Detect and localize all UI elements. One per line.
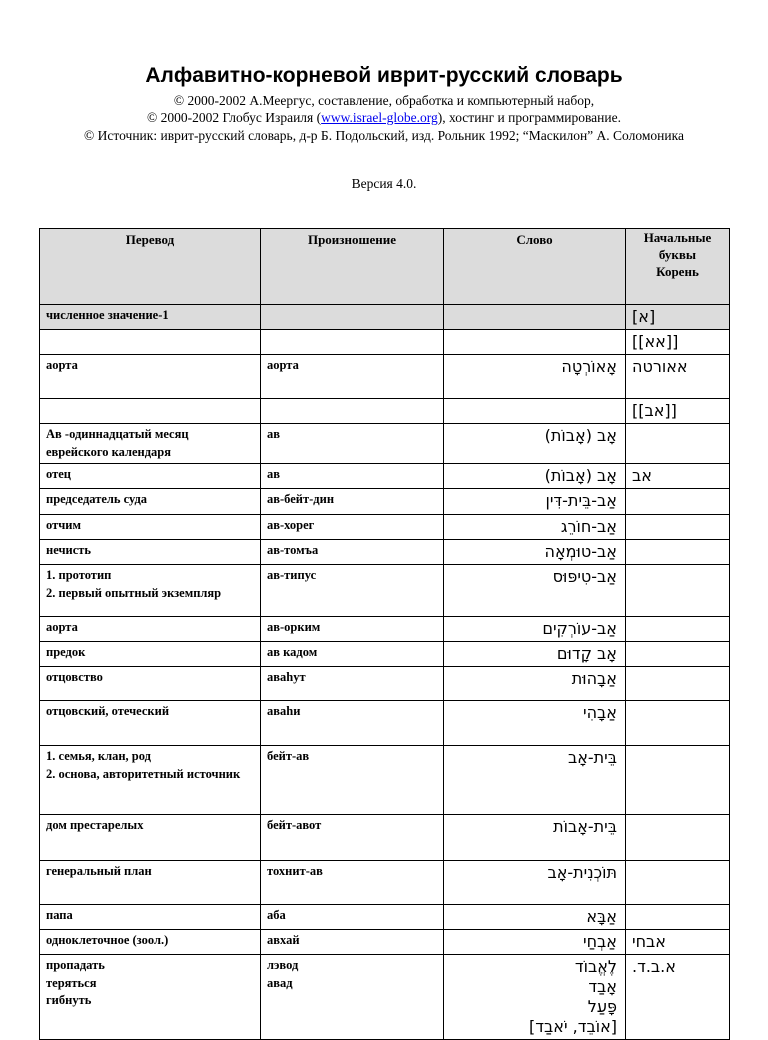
pronunciation-cell: ав-типус: [261, 565, 444, 617]
translation-cell: [40, 399, 261, 424]
root-cell: [[אב]]: [626, 399, 730, 424]
credits-line-2-prefix: © 2000-2002 Глобус Израиля (: [147, 110, 322, 125]
root-cell: [626, 540, 730, 565]
website-link[interactable]: www.israel-globe.org: [321, 110, 438, 125]
table-row: [40, 905, 730, 930]
pronunciation-cell: ав: [261, 464, 444, 489]
translation-cell: 1. семья, клан, род 2. основа, авторитетный источник: [40, 746, 261, 815]
table-row: [40, 667, 730, 701]
hebrew-word-cell: אַבְחַי: [444, 930, 626, 955]
translation-cell: нечисть: [40, 540, 261, 565]
translation-cell: отцовство: [40, 667, 261, 701]
pronunciation-cell: аваhи: [261, 701, 444, 746]
translation-cell: отцовский, отеческий: [40, 701, 261, 746]
translation-cell: отец: [40, 464, 261, 489]
table-row: [40, 955, 730, 1040]
root-cell: [626, 515, 730, 540]
credits-line-3: © Источник: иврит-русский словарь, д-р Б. Подольский, изд. Рольник 1992; “Маскилон” А. Соломоника: [84, 128, 684, 143]
translation-cell: аорта: [40, 617, 261, 642]
table-row: [40, 424, 730, 464]
table-header-row: [40, 229, 730, 305]
pronunciation-cell: ав: [261, 424, 444, 464]
hebrew-word-cell: תּוֹכְנִית-אָב: [444, 861, 626, 905]
pronunciation-cell: [261, 399, 444, 424]
pronunciation-cell: ав-орким: [261, 617, 444, 642]
hebrew-word-cell: אָב קָדוּם: [444, 642, 626, 667]
hebrew-word-cell: [444, 330, 626, 355]
hebrew-word-cell: אָב (אָבוֹת): [444, 424, 626, 464]
root-cell: א.ב.ד.: [626, 955, 730, 1040]
hebrew-word-cell: לֶאֱבוֹד אָבַד פָּעַל [אוֹבֵד, יֹאבַד]: [444, 955, 626, 1040]
translation-cell: [40, 330, 261, 355]
pronunciation-cell: лэвод авад: [261, 955, 444, 1040]
root-cell: [626, 746, 730, 815]
pronunciation-cell: аорта: [261, 355, 444, 399]
translation-cell: отчим: [40, 515, 261, 540]
version-label: Версия 4.0.: [351, 176, 417, 191]
root-cell: [626, 815, 730, 861]
table-row: [40, 330, 730, 355]
hebrew-word-cell: בֵּית-אָב: [444, 746, 626, 815]
header-pronunciation: Произношение: [261, 229, 444, 305]
pronunciation-cell: авхай: [261, 930, 444, 955]
root-cell: [626, 642, 730, 667]
root-cell: [626, 489, 730, 515]
root-cell: [626, 701, 730, 746]
table-row: [40, 464, 730, 489]
table-row: [40, 565, 730, 617]
credits-line-1: © 2000-2002 А.Меергус, составление, обработка и компьютерный набор,: [173, 93, 595, 108]
header-word: Слово: [444, 229, 626, 305]
hebrew-word-cell: [444, 305, 626, 330]
root-cell: אבחי: [626, 930, 730, 955]
hebrew-word-cell: אַב-עוֹרְקִים: [444, 617, 626, 642]
root-cell: אאורטה: [626, 355, 730, 399]
root-cell: [626, 617, 730, 642]
root-cell: [626, 905, 730, 930]
table-row: [40, 701, 730, 746]
table-row: [40, 930, 730, 955]
hebrew-word-cell: אָב (אָבוֹת): [444, 464, 626, 489]
table-row: [40, 540, 730, 565]
table-row: [40, 489, 730, 515]
table-row: [40, 815, 730, 861]
pronunciation-cell: [261, 330, 444, 355]
translation-cell: председатель суда: [40, 489, 261, 515]
credits-line-2: [0, 110, 768, 126]
root-cell: אב: [626, 464, 730, 489]
root-cell: [626, 861, 730, 905]
hebrew-word-cell: אַב-טִיפּוּס: [444, 565, 626, 617]
pronunciation-cell: [261, 305, 444, 330]
table-body: [40, 305, 730, 1040]
translation-cell: 1. прототип 2. первый опытный экземпляр: [40, 565, 261, 617]
translation-cell: пропадать теряться гибнуть: [40, 955, 261, 1040]
credits-line-2-suffix: ), хостинг и программирование.: [437, 110, 621, 125]
hebrew-word-cell: אַב-בֵּית-דִּין: [444, 489, 626, 515]
header-root: Начальные буквы Корень: [626, 229, 730, 305]
hebrew-word-cell: אַבָהִי: [444, 701, 626, 746]
table-row: [40, 746, 730, 815]
hebrew-word-cell: אַבָּא: [444, 905, 626, 930]
dictionary-table: [39, 228, 730, 1040]
hebrew-word-cell: בֵּית-אָבוֹת: [444, 815, 626, 861]
hebrew-word-cell: [444, 399, 626, 424]
pronunciation-cell: бейт-авот: [261, 815, 444, 861]
translation-cell: аорта: [40, 355, 261, 399]
pronunciation-cell: ав кадом: [261, 642, 444, 667]
table-row: [40, 399, 730, 424]
table-row: [40, 617, 730, 642]
hebrew-word-cell: אָאוֹרְטָה: [444, 355, 626, 399]
table-row: [40, 305, 730, 330]
translation-cell: генеральный план: [40, 861, 261, 905]
pronunciation-cell: аваhут: [261, 667, 444, 701]
translation-cell: дом престарелых: [40, 815, 261, 861]
translation-cell: предок: [40, 642, 261, 667]
table-row: [40, 355, 730, 399]
table-row: [40, 861, 730, 905]
hebrew-word-cell: אַבָהוּת: [444, 667, 626, 701]
table-row: [40, 515, 730, 540]
translation-cell: одноклеточное (зоол.): [40, 930, 261, 955]
root-cell: [626, 424, 730, 464]
pronunciation-cell: ав-томъа: [261, 540, 444, 565]
translation-cell: численное значение-1: [40, 305, 261, 330]
pronunciation-cell: бейт-ав: [261, 746, 444, 815]
root-cell: [[אא]]: [626, 330, 730, 355]
root-cell: [626, 667, 730, 701]
pronunciation-cell: аба: [261, 905, 444, 930]
pronunciation-cell: тохнит-ав: [261, 861, 444, 905]
translation-cell: Ав -одиннадцатый месяц еврейского календаря: [40, 424, 261, 464]
pronunciation-cell: ав-бейт-дин: [261, 489, 444, 515]
header-translation: Перевод: [40, 229, 261, 305]
pronunciation-cell: ав-хорег: [261, 515, 444, 540]
root-cell: [626, 565, 730, 617]
root-cell: [א]: [626, 305, 730, 330]
document-title: Алфавитно-корневой иврит-русский словарь: [145, 64, 623, 87]
table-row: [40, 642, 730, 667]
hebrew-word-cell: אַב-חוֹרֵג: [444, 515, 626, 540]
translation-cell: папа: [40, 905, 261, 930]
hebrew-word-cell: אַב-טוּמְאָה: [444, 540, 626, 565]
